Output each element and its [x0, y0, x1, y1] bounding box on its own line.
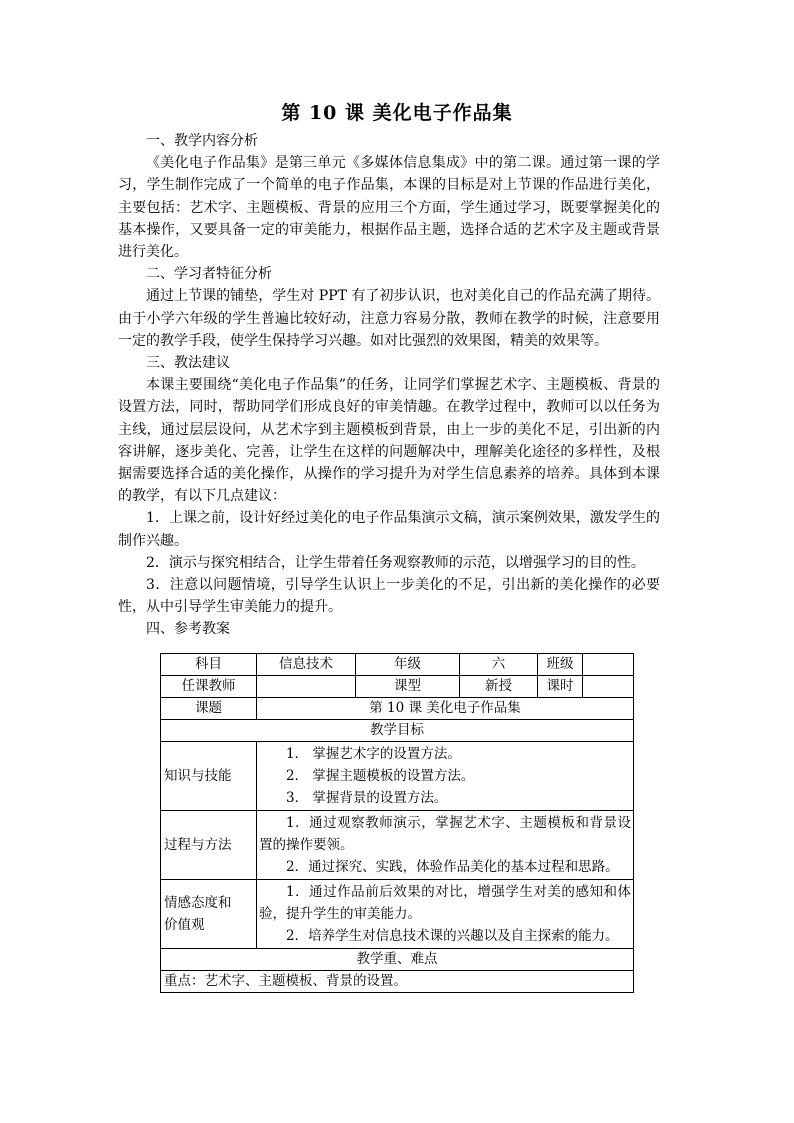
- paragraph-learner-analysis: 通过上节课的铺垫，学生对 PPT 有了初步认识，也对美化自己的作品充满了期待。由于小学六年级的学生普遍比较好动，注意力容易分散，教师在教学的时候，注意要用一定的教学手段，使学生保持学习兴趣。如对比强烈的效果图，精美的效果等。: [118, 288, 660, 349]
- table-row: [161, 698, 634, 720]
- table-row: [161, 654, 634, 676]
- hours-label: 课时: [538, 676, 583, 698]
- table-row: [161, 811, 634, 880]
- emotion-label-line-2: 价值观: [164, 917, 205, 933]
- process-item: 1．通过观察教师演示，掌握艺术字、主题模板和背景设置的操作要领。: [259, 815, 631, 853]
- knowledge-item: 3． 掌握背景的设置方法。: [286, 790, 448, 806]
- suggestion-item-1: 1．上课之前，设计好经过美化的电子作品集演示文稿，演示案例效果，激发学生的制作兴趣。: [118, 510, 660, 549]
- knowledge-item: 2． 掌握主题模板的设置方法。: [286, 768, 475, 784]
- class-value: [583, 654, 634, 676]
- teacher-value: [257, 676, 356, 698]
- table-row: [161, 742, 634, 811]
- process-items: [257, 811, 634, 880]
- grade-value: 六: [460, 654, 538, 676]
- section-heading-lesson-plan: 四、参考教案: [146, 621, 230, 638]
- topic-value: 第 10 课 美化电子作品集: [257, 698, 634, 720]
- teacher-label: 任课教师: [161, 676, 257, 698]
- section-heading-learner-analysis: 二、学习者特征分析: [146, 266, 272, 283]
- paragraph-teaching-suggestions: 本课主要围绕“美化电子作品集”的任务，让同学们掌握艺术字、主题模板、背景的设置方法，同时，帮助同学们形成良好的审美情趣。在教学过程中，教师可以以任务为主线，通过层层设问，从艺术字到主题模板到背景，由上一步的美化不足，引出新的内容讲解，逐步美化、完善，让学生在这样的问题解决中，理解美化途径的多样性，及根据需要选择合适的美化操作，从操作的学习提升为对学生信息素养的培养。具体到本课的教学，有以下几点建议：: [118, 377, 660, 505]
- paragraph-content-analysis: 《美化电子作品集》是第三单元《多媒体信息集成》中的第二课。通过第一课的学习，学生制作完成了一个简单的电子作品集，本课的目标是对上节课的作品进行美化，主要包括：艺术字、主题模板、背景的应用三个方面，学生通过学习，既要掌握美化的基本操作，又要具备一定的审美能力，根据作品主题，选择合适的艺术字及主题或背景进行美化。: [118, 155, 660, 261]
- lesson-type-value: 新授: [460, 676, 538, 698]
- grade-label: 年级: [356, 654, 460, 676]
- lesson-plan-table: [160, 653, 634, 993]
- process-label: 过程与方法: [161, 811, 257, 880]
- keypoint-text: 重点：艺术字、主题模板、背景的设置。: [161, 971, 634, 993]
- table-row: [161, 971, 634, 993]
- knowledge-item: 1． 掌握艺术字的设置方法。: [286, 746, 461, 762]
- subject-label: 科目: [161, 654, 257, 676]
- table-row: [161, 949, 634, 971]
- class-label: 班级: [538, 654, 583, 676]
- subject-value: 信息技术: [257, 654, 356, 676]
- emotion-item: 2．培养学生对信息技术课的兴趣以及自主探索的能力。: [286, 928, 619, 944]
- emotion-label-line-1: 情感态度和: [164, 895, 232, 911]
- keypoints-header: 教学重、难点: [161, 949, 634, 971]
- objectives-header: 教学目标: [161, 720, 634, 742]
- body-text: [118, 130, 660, 641]
- section-heading-teaching-suggestions: 三、教法建议: [146, 355, 230, 372]
- table-row: [161, 880, 634, 949]
- emotion-items: [257, 880, 634, 949]
- knowledge-label: 知识与技能: [161, 742, 257, 811]
- table-row: [161, 676, 634, 698]
- topic-label: 课题: [161, 698, 257, 720]
- suggestion-item-3: 3．注意以问题情境，引导学生认识上一步美化的不足，引出新的美化操作的必要性，从中引导学生审美能力的提升。: [118, 577, 660, 616]
- table-row: [161, 720, 634, 742]
- page-title: 第 10 课 美化电子作品集: [281, 102, 513, 124]
- knowledge-items: [257, 742, 634, 811]
- section-heading-content-analysis: 一、教学内容分析: [146, 133, 258, 149]
- process-item: 2．通过探究、实践，体验作品美化的基本过程和思路。: [286, 859, 619, 875]
- hours-value: [583, 676, 634, 698]
- suggestion-item-2: 2．演示与探究相结合，让学生带着任务观察教师的示范，以增强学习的目的性。: [146, 554, 645, 571]
- lesson-type-label: 课型: [356, 676, 460, 698]
- emotion-item: 1．通过作品前后效果的对比，增强学生对美的感知和体验，提升学生的审美能力。: [259, 884, 631, 922]
- emotion-label: [161, 880, 257, 949]
